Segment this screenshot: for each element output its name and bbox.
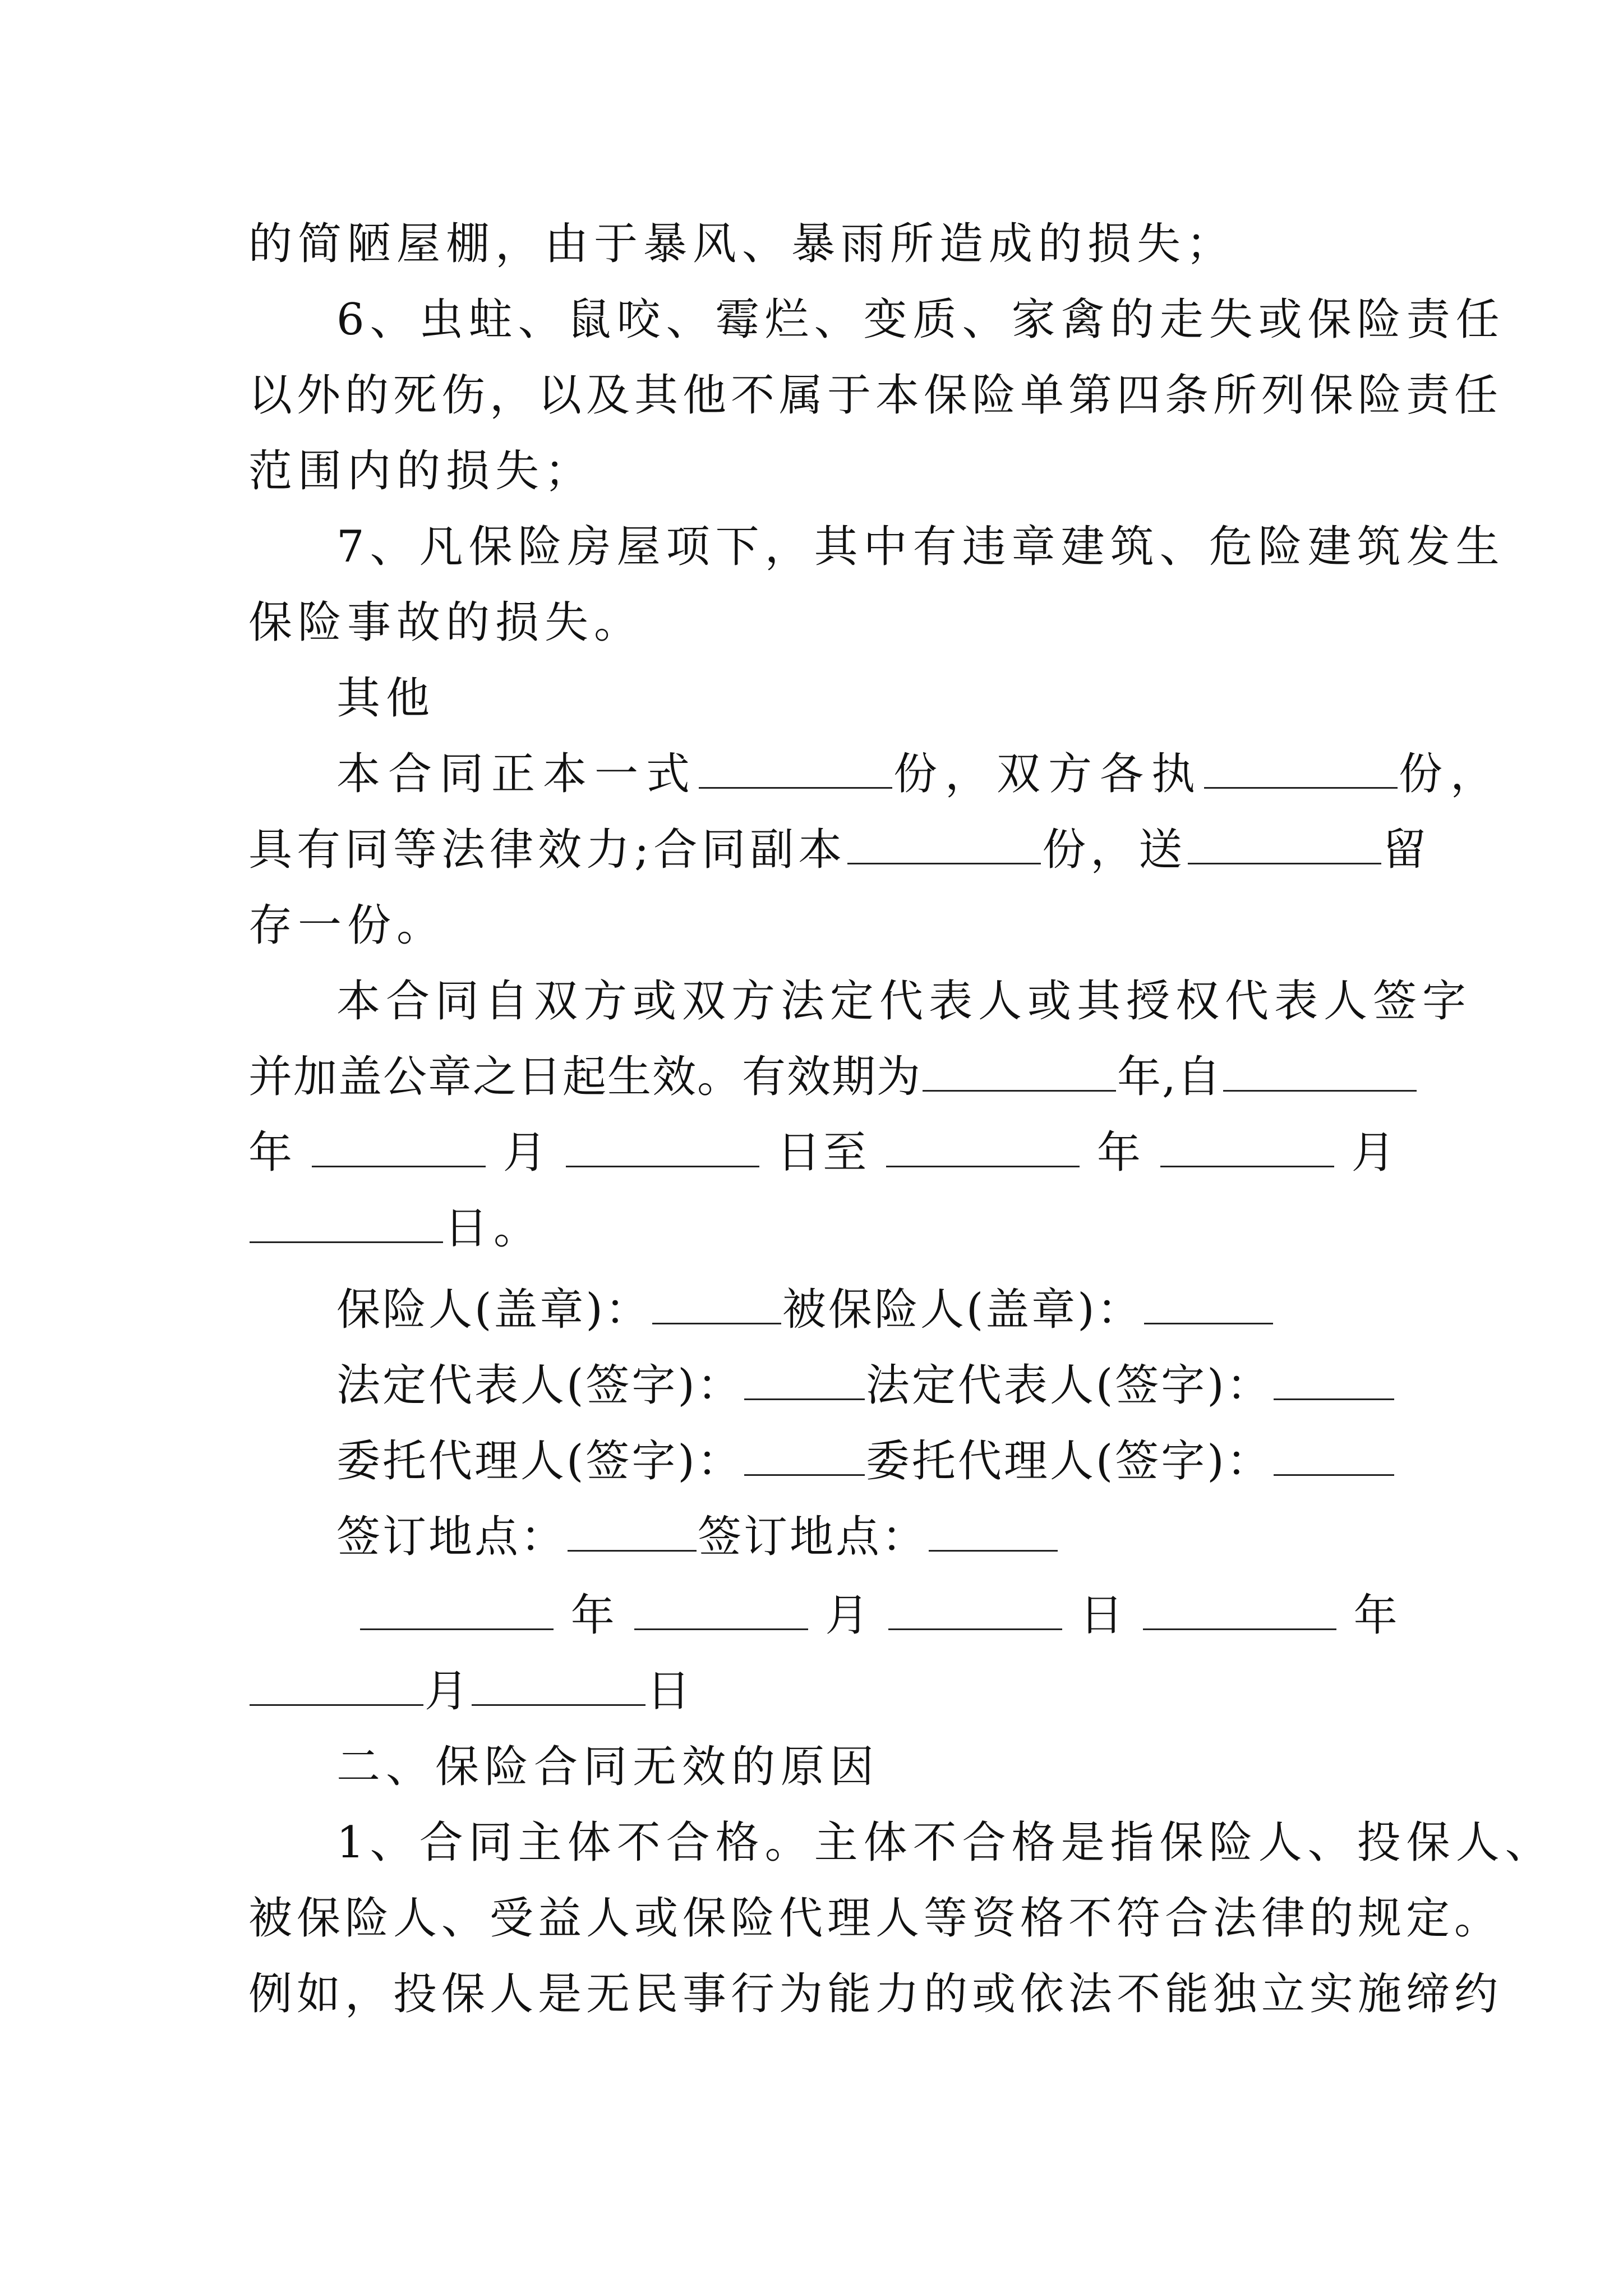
line-text: 日至 [777, 1128, 869, 1178]
line-text: 月 [825, 1590, 872, 1641]
line-text: 保险人(盖章)： [336, 1285, 651, 1335]
text-line [248, 1049, 1404, 1105]
fill-blank[interactable] [847, 823, 1041, 864]
line-text: 存一份。 [248, 900, 446, 951]
text-line [248, 822, 1431, 878]
text-line [336, 292, 1505, 348]
signature-line-seal [336, 1282, 1492, 1338]
text-line [336, 519, 1505, 575]
text-line [248, 1890, 1503, 1947]
line-text: 月 [425, 1666, 471, 1717]
text-line [248, 216, 1404, 272]
fill-blank[interactable] [1223, 1051, 1417, 1092]
text-line [248, 367, 1503, 424]
line-text: 留 [1382, 825, 1431, 875]
signature-line-legal-rep [336, 1358, 1492, 1414]
line-text: 份， [1399, 749, 1502, 799]
fill-blank[interactable] [888, 1589, 1062, 1630]
line-text: 日 [1080, 1590, 1126, 1641]
line-text: 7、凡保险房屋项下，其中有违章建筑、危险建筑发生 [336, 522, 1505, 572]
line-text: 保险事故的损失。 [248, 597, 644, 648]
line-text: 其他 [336, 673, 436, 724]
line-text: 范围内的损失； [248, 446, 594, 496]
fill-blank[interactable] [744, 1359, 865, 1400]
text-line [336, 746, 1502, 802]
fill-blank[interactable] [1144, 1283, 1273, 1324]
line-text: 日 [647, 1666, 693, 1717]
section-heading [336, 670, 1492, 726]
line-text: 被保险人(盖章)： [782, 1285, 1143, 1335]
line-text: 日。 [444, 1203, 543, 1254]
line-text: 年 [570, 1590, 617, 1641]
date-line [359, 1588, 1514, 1644]
line-text: 法定代表人(签字)： [336, 1360, 743, 1411]
fill-blank[interactable] [566, 1126, 759, 1167]
line-text: 1、合同主体不合格。主体不合格是指保险人、投保人、 [336, 1818, 1555, 1868]
line-text: 例如，投保人是无民事行为能力的或依法不能独立实施缔约 [248, 1969, 1503, 2019]
text-line [248, 595, 1404, 651]
line-text: 被保险人、受益人或保险代理人等资格不符合法律的规定。 [248, 1893, 1503, 1944]
text-line [248, 898, 1404, 954]
line-text: 年 [1096, 1128, 1143, 1178]
line-text: 委托代理人(签字)： [865, 1436, 1272, 1487]
section-heading [336, 1739, 1492, 1795]
text-line [248, 1200, 1404, 1257]
text-line [248, 1966, 1503, 2022]
line-text: 签订地点： [336, 1512, 567, 1562]
line-text: 委托代理人(签字)： [336, 1436, 743, 1487]
line-text: 签订地点： [698, 1512, 928, 1562]
line-text: 年,自 [1117, 1052, 1222, 1102]
line-text: 月 [502, 1128, 549, 1178]
fill-blank[interactable] [652, 1283, 781, 1324]
line-text: 法定代表人(签字)： [865, 1360, 1272, 1411]
line-text: 本合同自双方或双方法定代表人或其授权代表人签字 [336, 976, 1472, 1027]
text-line [336, 1815, 1555, 1871]
fill-blank[interactable] [250, 1202, 443, 1243]
text-line [336, 973, 1492, 1029]
fill-blank[interactable] [699, 748, 892, 789]
text-line [248, 1125, 1404, 1181]
text-line [248, 443, 1404, 499]
line-text: 年 [248, 1128, 295, 1178]
fill-blank[interactable] [886, 1126, 1080, 1167]
line-text: 二、保险合同无效的原因 [336, 1742, 880, 1792]
fill-blank[interactable] [568, 1511, 697, 1552]
signature-line-agent [336, 1433, 1492, 1489]
fill-blank[interactable] [360, 1589, 554, 1630]
fill-blank[interactable] [1204, 748, 1398, 789]
line-text: 并加盖公章之日起生效。有效期为 [248, 1052, 922, 1102]
fill-blank[interactable] [250, 1665, 423, 1706]
fill-blank[interactable] [744, 1435, 865, 1476]
fill-blank[interactable] [1143, 1589, 1336, 1630]
fill-blank[interactable] [1274, 1359, 1394, 1400]
line-text: 份，送 [1042, 825, 1187, 875]
line-text: 6、虫蛀、鼠咬、霉烂、变质、家禽的走失或保险责任 [336, 295, 1505, 345]
fill-blank[interactable] [312, 1126, 486, 1167]
line-text: 本合同正本一式 [336, 749, 698, 799]
signature-line-place [336, 1509, 1492, 1565]
fill-blank[interactable] [634, 1589, 808, 1630]
fill-blank[interactable] [472, 1665, 645, 1706]
line-text: 具有同等法律效力;合同副本 [248, 825, 847, 875]
line-text: 份，双方各执 [893, 749, 1204, 799]
line-text: 年 [1353, 1590, 1400, 1641]
fill-blank[interactable] [1274, 1435, 1394, 1476]
line-text: 月 [1351, 1128, 1398, 1178]
date-line [248, 1663, 1404, 1719]
fill-blank[interactable] [923, 1051, 1116, 1092]
fill-blank[interactable] [1188, 823, 1381, 864]
fill-blank[interactable] [1160, 1126, 1334, 1167]
line-text: 的简陋屋棚，由于暴风、暴雨所造成的损失； [248, 219, 1236, 269]
fill-blank[interactable] [929, 1511, 1058, 1552]
line-text: 以外的死伤，以及其他不属于本保险单第四条所列保险责任 [248, 370, 1503, 421]
